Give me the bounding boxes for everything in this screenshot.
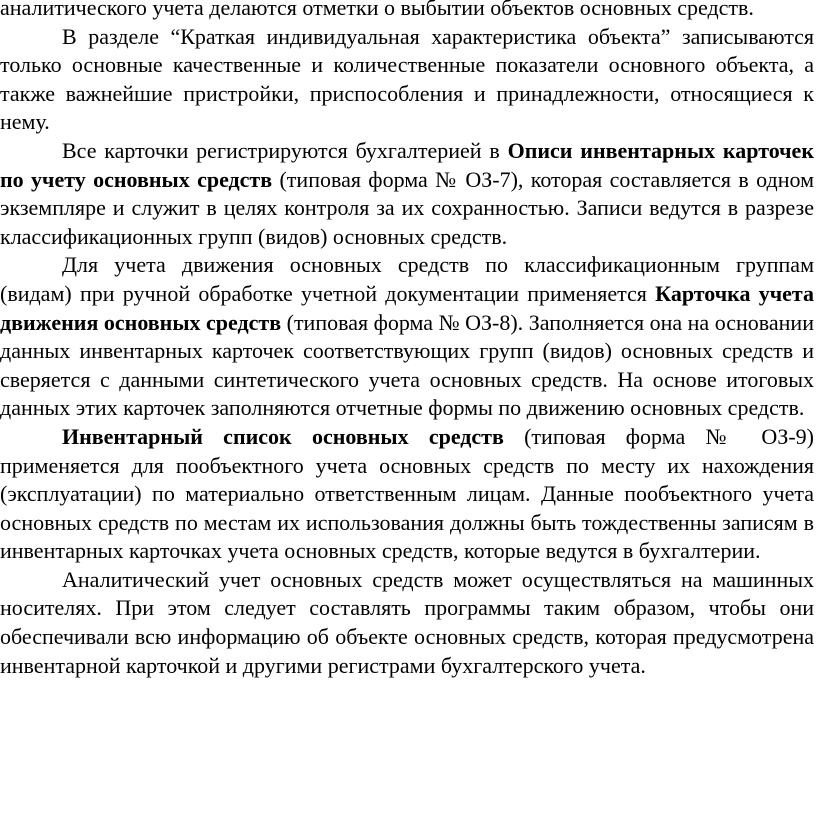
bold-term-inventory-list: Описи инвентарных карточек по учету основных средств (0, 137, 814, 192)
paragraph-inventory-list (0, 423, 814, 566)
paragraph-text: В разделе “Краткая индивидуальная характеристика объекта” записываются только основные качественные и количественные показатели основного объекта, а также важнейшие пристройки, приспособления и принадлежности, относящиеся к нему. (0, 23, 814, 135)
paragraph-machine-accounting (0, 566, 814, 680)
paragraph-brief-characteristic (0, 23, 814, 137)
paragraph-text: (типовая форма № ОЗ-7), которая составляется в одном экземпляре и служит в целях контроля за их сохранностью. Записи ведутся в разрезе классификационных групп (видов) основных средств. (0, 166, 814, 249)
bold-term-movement-card: Карточка учета движения основных средств (0, 280, 814, 335)
paragraph-text: (типовая форма № ОЗ-9) применяется для пообъектного учета основных средств по месту их нахождения (эксплуатации) по материально ответственным лицам. Данные пообъектного учета основных средств по местам их использования должны быть тождественны записям в инвентарных карточках учета основных средств, которые ведутся в бухгалтерии. (0, 423, 814, 564)
paragraph-text: Аналитический учет основных средств может осуществляться на машинных носителях. При этом следует составлять программы таким образом, чтобы они обеспечивали всю информацию об объекте основных средств, которая предусмотрена инвентарной карточкой и другими регистрами бухгалтерского учета. (0, 566, 814, 678)
paragraph-movement-card (0, 251, 814, 423)
paragraph-text: Для учета движения основных средств по классификационным группам (видам) при ручной обработке учетной документации применяется (0, 252, 814, 306)
paragraph-text: аналитического учета делаются отметки о выбытии объектов основных средств. (0, 0, 754, 20)
paragraph-continuation (0, 0, 814, 23)
paragraph-text: (типовая форма № ОЗ-8). Заполняется она на основании данных инвентарных карточек соответствующих групп (видов) основных средств и сверяется с данными синтетического учета основных средств. На основе итоговых данных этих карточек заполняются отчетные формы по движению основных средств. (0, 309, 814, 421)
bold-term-inventory-roster: Инвентарный список основных средств (62, 423, 504, 449)
paragraph-card-inventory (0, 137, 814, 251)
paragraph-text: Все карточки регистрируются бухгалтерией в (62, 137, 508, 163)
